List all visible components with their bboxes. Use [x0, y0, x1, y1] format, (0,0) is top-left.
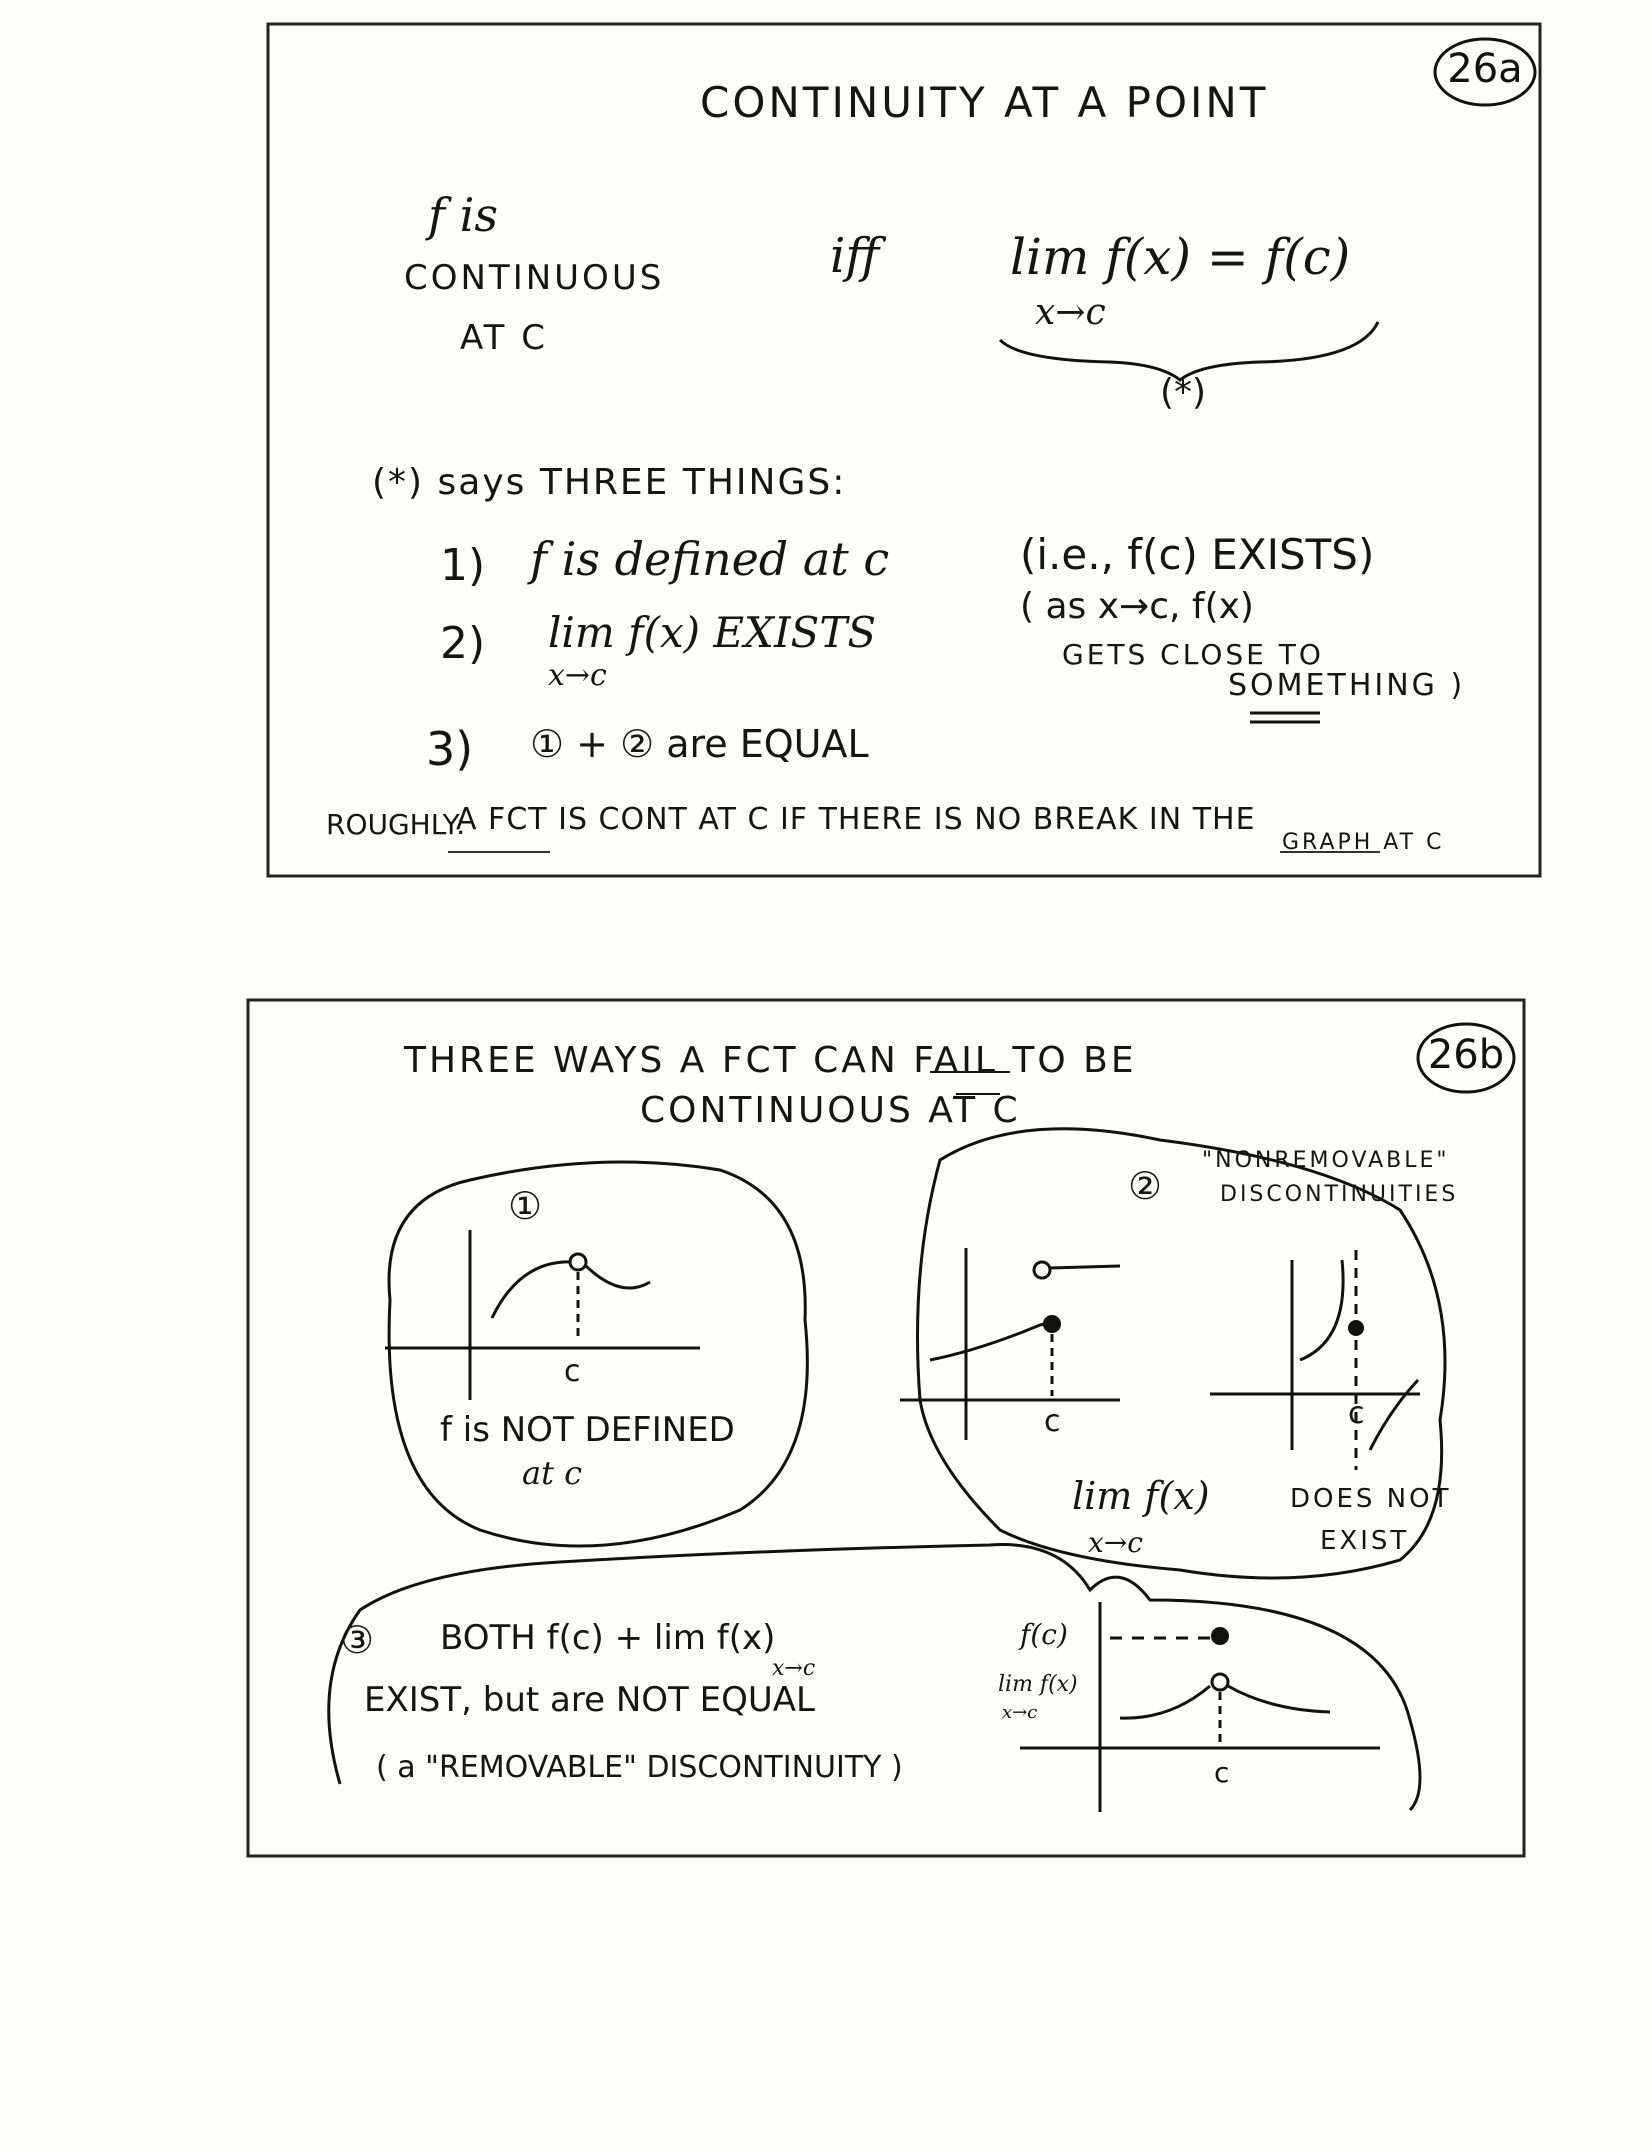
case-1-caption-2: at c [522, 1454, 583, 1492]
case-3-ylabel-2: lim f(x) [998, 1672, 1078, 1697]
case-2-label-1: "NONREMOVABLE" [1202, 1148, 1450, 1173]
case-2-label-2: DISCONTINUITIES [1220, 1182, 1459, 1207]
roughly-label: ROUGHLY: [326, 808, 466, 841]
roughly-text-2: GRAPH AT C [1282, 830, 1445, 855]
roughly-text: A FCT IS CONT AT C IF THERE IS NO BREAK IN THE [456, 802, 1256, 837]
case-2-lim-sub: x→c [1088, 1526, 1143, 1559]
case-1-axis-label: c [564, 1354, 581, 1389]
card-a-badge: 26a [1447, 46, 1523, 92]
def-continuous: CONTINUOUS [404, 258, 665, 298]
case-2-number: ② [1128, 1164, 1163, 1208]
card-a-title: CONTINUITY AT A POINT [700, 78, 1269, 127]
item-1-note: (i.e., f(c) EXISTS) [1020, 530, 1375, 579]
item-2-note-1: ( as x→c, f(x) [1020, 586, 1254, 627]
item-1-text: f is defined at c [530, 532, 890, 586]
item-1-num: 1) [440, 540, 486, 591]
card-b-title-2: CONTINUOUS AT C [640, 1090, 1021, 1131]
def-f-is: f is [428, 188, 498, 242]
case-3-line-1: BOTH f(c) + lim f(x) [440, 1618, 776, 1658]
card-b-badge: 26b [1427, 1032, 1505, 1078]
item-2-note-3: SOMETHING ) [1228, 668, 1466, 703]
case-3-ylabel-1: f(c) [1020, 1618, 1068, 1651]
case-1-caption-1: f is NOT DEFINED [440, 1410, 735, 1450]
case-2-axis-left: c [1044, 1404, 1061, 1439]
iff-text: iff [830, 228, 880, 284]
item-2-text: lim f(x) EXISTS [548, 608, 877, 657]
item-2-num: 2) [440, 618, 486, 669]
case-3-axis-label: c [1214, 1756, 1230, 1789]
case-2-dne-1: DOES NOT [1290, 1484, 1452, 1514]
case-3-line-1-sub: x→c [772, 1656, 816, 1681]
star-label: (*) [1160, 372, 1207, 413]
def-at-c: AT C [460, 318, 548, 358]
case-3-number: ③ [340, 1618, 375, 1662]
limit-subscript: x→c [1035, 292, 1106, 333]
case-3-line-2: EXIST, but are NOT EQUAL [364, 1680, 815, 1720]
case-2-axis-right: c [1348, 1396, 1365, 1431]
case-2-dne-2: EXIST [1320, 1526, 1410, 1556]
item-2-sub: x→c [548, 658, 607, 693]
item-3-text: ① + ② are EQUAL [530, 722, 869, 766]
case-2-lim: lim f(x) [1072, 1474, 1210, 1518]
card-b-title-1: THREE WAYS A FCT CAN FAIL TO BE [404, 1040, 1137, 1081]
case-3-line-3: ( a "REMOVABLE" DISCONTINUITY ) [376, 1750, 903, 1785]
case-3-ylabel-2-sub: x→c [1002, 1702, 1038, 1723]
limit-expression: lim f(x) = f(c) [1010, 228, 1351, 286]
item-3-num: 3) [426, 722, 474, 776]
item-2-note-2: GETS CLOSE TO [1062, 638, 1324, 671]
case-1-number: ① [508, 1184, 543, 1228]
says-three-things: (*) says THREE THINGS: [372, 462, 847, 503]
